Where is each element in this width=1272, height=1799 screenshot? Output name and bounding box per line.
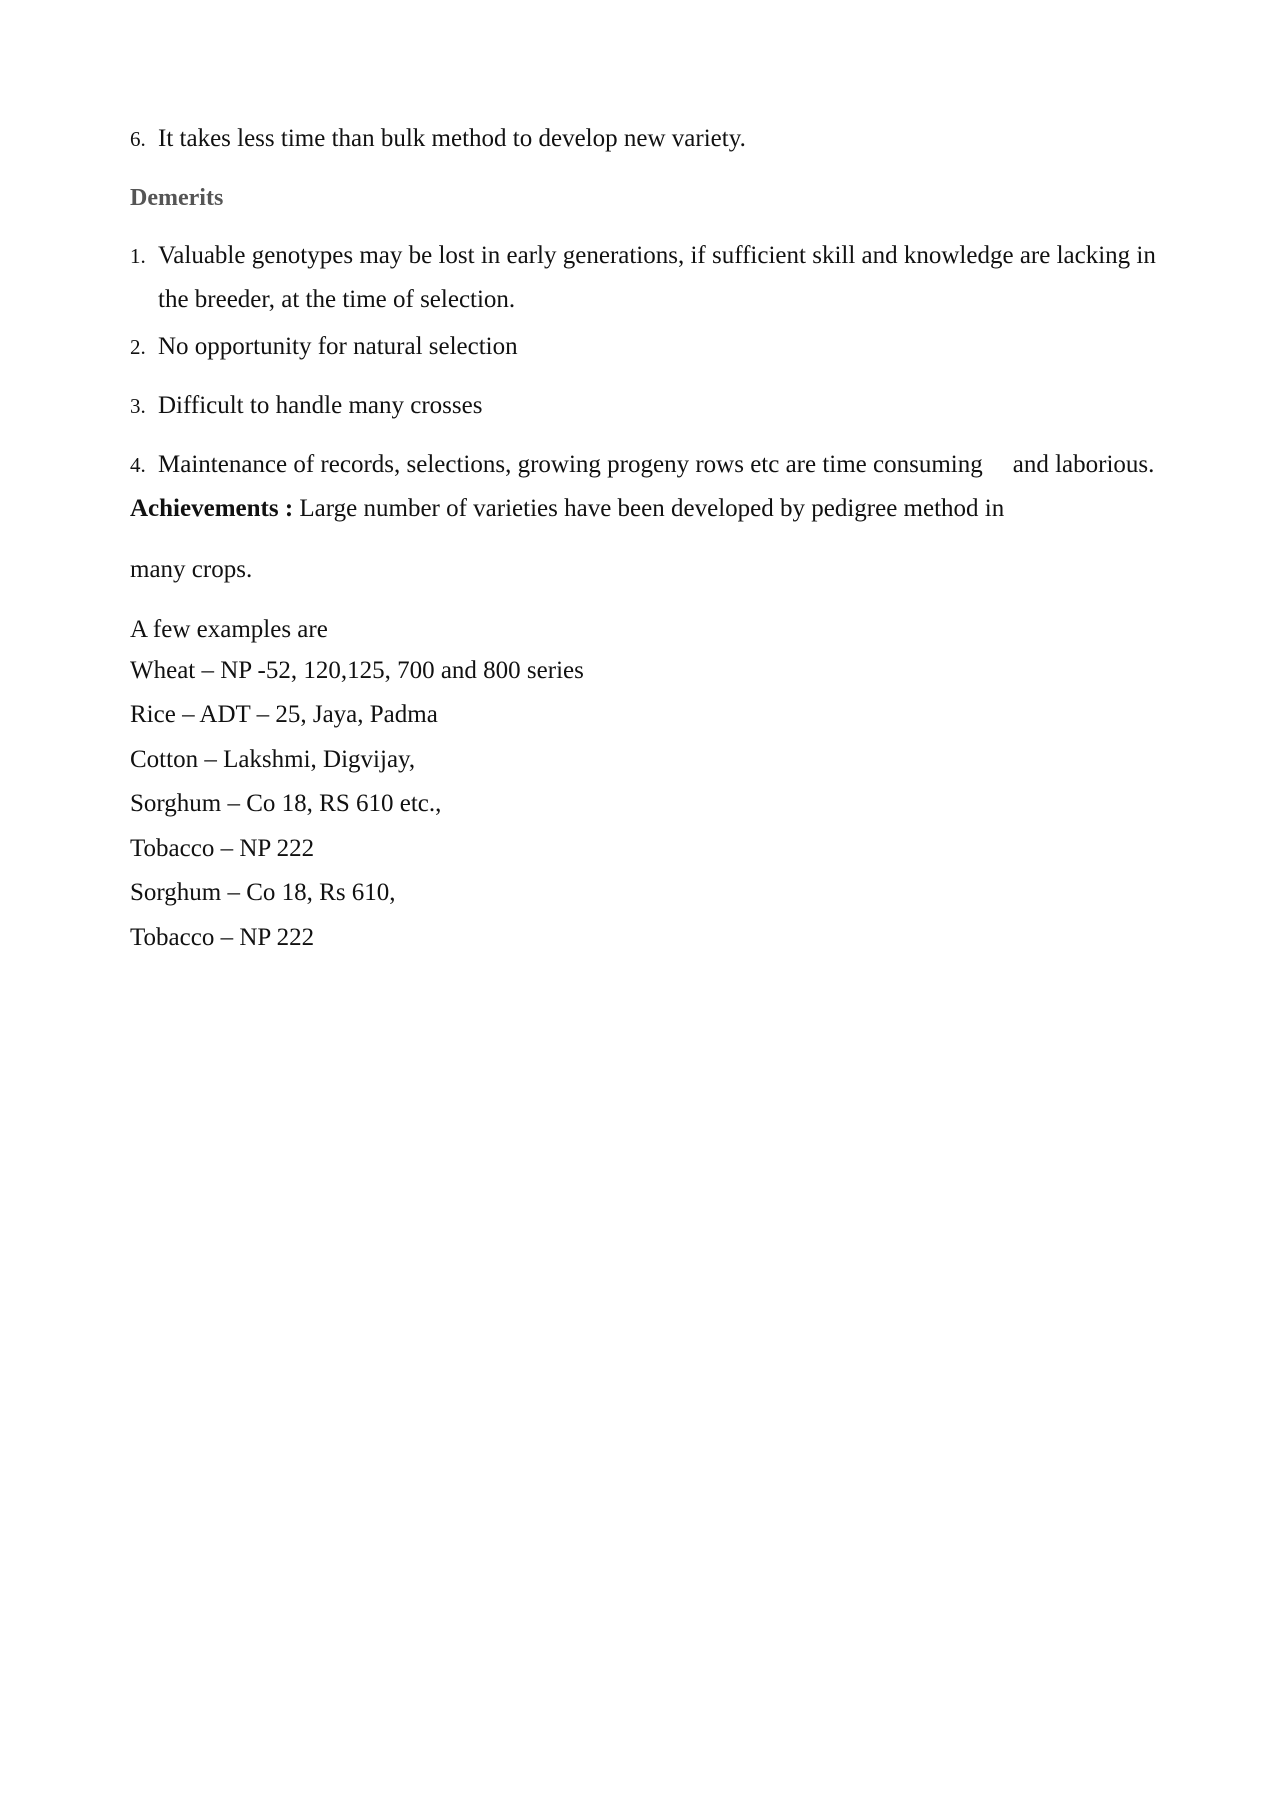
list-number: 6. <box>130 127 146 151</box>
achievements-paragraph <box>130 494 1004 524</box>
demerits-heading: Demerits <box>130 185 224 211</box>
example-line: Tobacco – NP 222 <box>130 835 315 862</box>
list-item-text: Valuable genotypes may be lost in early generations, if sufficient skill and knowledge are lacking in <box>158 242 1156 269</box>
example-line: Tobacco – NP 222 <box>130 924 315 951</box>
example-line: Sorghum – Co 18, RS 610 etc., <box>130 790 442 817</box>
list-number: 4. <box>130 453 146 477</box>
list-item-text: It takes less time than bulk method to develop new variety. <box>158 125 746 152</box>
list-number: 1. <box>130 244 146 268</box>
demerit-item-2 <box>130 332 518 362</box>
demerit-item-3 <box>130 391 482 421</box>
example-line: Cotton – Lakshmi, Digvijay, <box>130 746 416 773</box>
example-line: Rice – ADT – 25, Jaya, Padma <box>130 701 438 728</box>
example-line: Wheat – NP -52, 120,125, 700 and 800 series <box>130 657 584 684</box>
demerit-item-1 <box>130 241 1156 271</box>
demerit-item-1-continuation: the breeder, at the time of selection. <box>158 286 516 313</box>
list-item-text: Maintenance of records, selections, growing progeny rows etc are time consuming <box>158 451 983 478</box>
list-number: 2. <box>130 335 146 359</box>
list-item-text: No opportunity for natural selection <box>158 333 518 360</box>
demerit-item-4 <box>130 450 1154 480</box>
achievements-label: Achievements : <box>130 495 294 522</box>
achievements-text: Large number of varieties have been developed by pedigree method in <box>293 495 1005 522</box>
list-number: 3. <box>130 394 146 418</box>
example-line: Sorghum – Co 18, Rs 610, <box>130 879 396 906</box>
merit-item-6 <box>130 124 746 154</box>
list-item-text: Difficult to handle many crosses <box>158 392 483 419</box>
examples-intro: A few examples are <box>130 616 328 643</box>
achievements-continuation: many crops. <box>130 556 253 583</box>
list-item-tail: and laborious. <box>1012 451 1155 478</box>
